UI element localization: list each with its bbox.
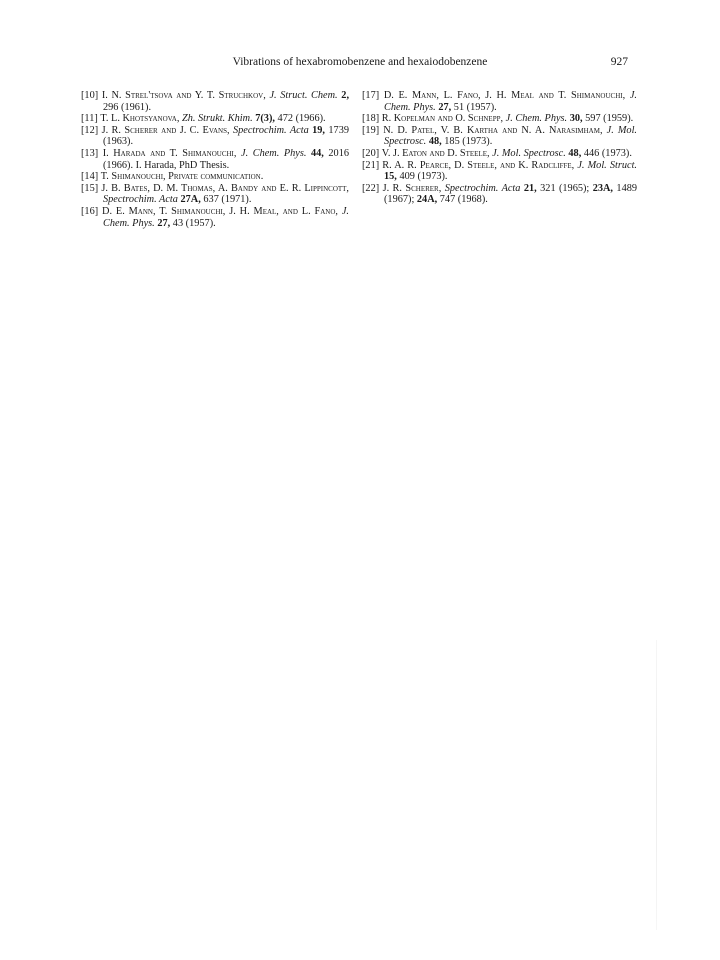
- reference-volume: 48,: [568, 147, 582, 159]
- reference-pages-year: 472 (1966).: [277, 113, 326, 125]
- reference-number: [18]: [362, 113, 380, 125]
- reference-journal: J. Mol. Struct.: [577, 159, 638, 171]
- reference-item: [362, 183, 637, 206]
- reference-journal: Spectrochim. Acta: [232, 124, 309, 136]
- reference-number: [21]: [362, 159, 380, 171]
- reference-volume: 23A,: [592, 182, 614, 194]
- reference-item: [81, 113, 349, 125]
- reference-authors: T. Shimanouchi, Private communication.: [100, 171, 264, 183]
- reference-volume: 48,: [428, 136, 442, 148]
- reference-authors: R. Kopelman and O. Schnepp,: [381, 113, 504, 125]
- reference-number: [13]: [81, 147, 99, 159]
- reference-pages-year: 747 (1968).: [439, 194, 488, 206]
- reference-item: [362, 90, 637, 113]
- reference-authors: J. R. Scherer,: [382, 182, 442, 194]
- reference-pages-year: 409 (1973).: [399, 171, 448, 183]
- reference-volume: 15,: [384, 171, 397, 183]
- reference-volume: 30,: [569, 113, 583, 125]
- reference-item: [81, 183, 349, 206]
- reference-journal: J. Mol. Spectrosc.: [384, 124, 637, 148]
- references-left-column: [81, 90, 349, 229]
- reference-journal: J. Chem. Phys.: [103, 205, 350, 229]
- reference-item: [362, 113, 637, 125]
- reference-journal: J. Chem. Phys.: [241, 147, 307, 159]
- reference-number: [19]: [362, 124, 380, 136]
- reference-item: [81, 171, 349, 183]
- reference-journal: Spectrochim. Acta: [103, 194, 178, 206]
- reference-authors: I. Harada and T. Shimanouchi,: [102, 147, 237, 159]
- reference-journal: J. Chem. Phys.: [505, 113, 568, 125]
- reference-volume: 27A,: [180, 194, 201, 206]
- reference-pages-year: 1489 (1967);: [384, 182, 638, 206]
- reference-number: [17]: [362, 90, 380, 101]
- reference-pages-year: 597 (1959).: [585, 113, 634, 125]
- reference-authors: T. L. Khotsyanova,: [100, 113, 180, 125]
- reference-item: [362, 160, 637, 183]
- reference-authors: J. R. Scherer and J. C. Evans,: [101, 124, 230, 136]
- reference-volume: 7(3),: [255, 113, 275, 125]
- reference-number: [22]: [362, 182, 380, 194]
- reference-pages-year: 446 (1973).: [583, 147, 632, 159]
- reference-volume: 19,: [312, 124, 325, 136]
- references-right-column: [362, 90, 637, 206]
- reference-pages-year: 43 (1957).: [172, 217, 216, 229]
- reference-authors: D. E. Mann, L. Fano, J. H. Meal and T. Shimanouchi,: [383, 90, 626, 101]
- reference-pages-year: 51 (1957).: [453, 101, 497, 113]
- reference-authors: R. A. R. Pearce, D. Steele, and K. Radcliffe,: [382, 159, 575, 171]
- reference-authors: V. J. Eaton and D. Steele,: [381, 147, 490, 159]
- reference-journal: J. Mol. Spectrosc.: [492, 147, 566, 159]
- reference-number: [11]: [81, 113, 98, 125]
- reference-number: [16]: [81, 205, 99, 217]
- reference-number: [20]: [362, 147, 380, 159]
- reference-pages-year: 637 (1971).: [203, 194, 252, 206]
- reference-pages-year: 2016 (1966). I. Harada, PhD Thesis.: [103, 147, 349, 171]
- reference-volume: 44,: [310, 147, 324, 159]
- reference-authors: N. D. Patel, V. B. Kartha and N. A. Narasimham,: [383, 124, 603, 136]
- reference-volume: 27,: [438, 101, 452, 113]
- reference-item: [362, 148, 637, 160]
- reference-item: [81, 148, 349, 171]
- reference-journal: J. Struct. Chem.: [269, 90, 338, 101]
- reference-journal: Zh. Strukt. Khim.: [182, 113, 253, 125]
- reference-number: [10]: [81, 90, 99, 101]
- reference-pages-year: 296 (1961).: [103, 101, 152, 113]
- reference-item: [81, 206, 349, 229]
- reference-authors: D. E. Mann, T. Shimanouchi, J. H. Meal, and L. Fano,: [102, 205, 338, 217]
- page-header: [80, 56, 640, 72]
- reference-volume: 24A,: [416, 194, 438, 206]
- page-number: 927: [610, 56, 628, 68]
- reference-volume: 2,: [341, 90, 350, 101]
- reference-number: [15]: [81, 182, 99, 194]
- reference-pages-year: 1739 (1963).: [103, 124, 349, 148]
- running-title: Vibrations of hexabromobenzene and hexaiodobenzene: [232, 56, 488, 68]
- reference-volume: 27,: [157, 217, 171, 229]
- reference-item: [81, 125, 349, 148]
- reference-authors: J. B. Bates, D. M. Thomas, A. Bandy and E. R. Lippincott,: [101, 182, 350, 194]
- reference-pages-year: 321 (1965);: [540, 182, 590, 194]
- reference-journal: Spectrochim. Acta: [444, 182, 521, 194]
- reference-volume: 21,: [523, 182, 537, 194]
- reference-authors: I. N. Strel'tsova and Y. T. Struchkov,: [101, 90, 266, 101]
- reference-item: [81, 90, 349, 113]
- reference-item: [362, 125, 637, 148]
- reference-journal: J. Chem. Phys.: [384, 90, 638, 113]
- reference-pages-year: 185 (1973).: [444, 136, 493, 148]
- reference-number: [14]: [81, 171, 99, 183]
- scan-artifact-line: [656, 640, 657, 930]
- reference-number: [12]: [81, 124, 99, 136]
